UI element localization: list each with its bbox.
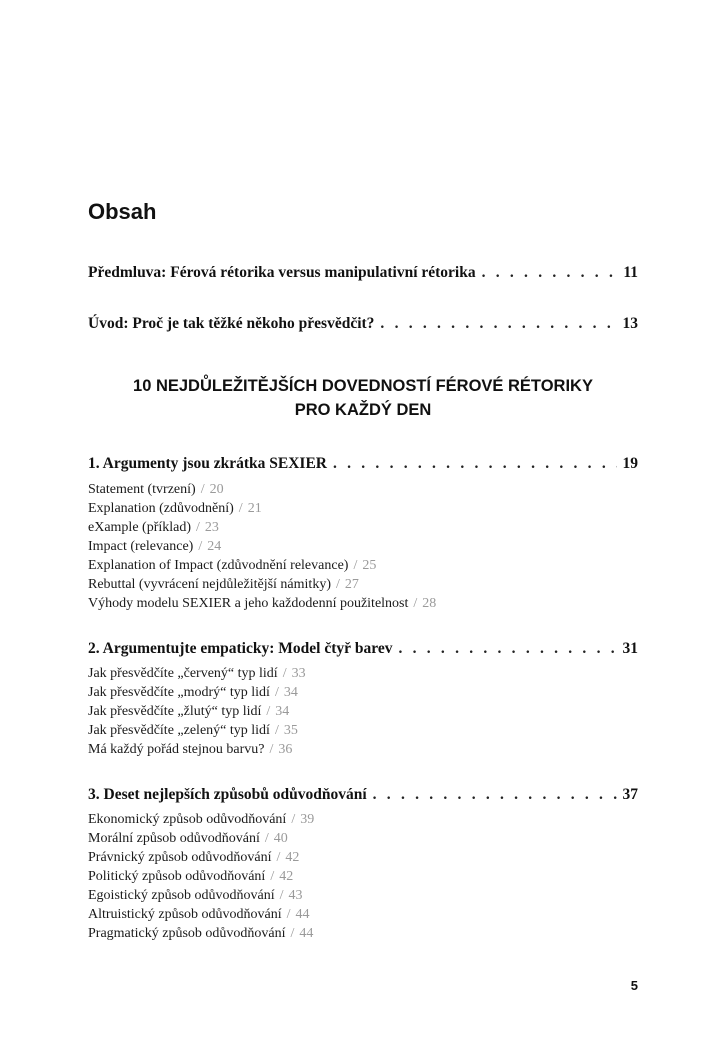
- part-heading-line: 10 NEJDŮLEŽITĚJŠÍCH DOVEDNOSTÍ FÉROVÉ RÉTORIKY: [133, 377, 593, 395]
- section-label: Explanation (zdůvodnění): [88, 501, 234, 516]
- section-item[interactable]: [88, 721, 638, 740]
- dot-leader: [333, 455, 617, 473]
- section-label: Explanation of Impact (zdůvodnění relevance): [88, 558, 349, 573]
- section-label: Jak přesvědčíte „zelený“ typ lidí: [88, 723, 270, 738]
- section-label: eXample (příklad): [88, 520, 192, 535]
- separator: /: [413, 596, 418, 611]
- separator: /: [286, 907, 291, 922]
- page-title: Obsah: [88, 198, 157, 224]
- section-label: Právnický způsob odůvodňování: [88, 850, 272, 865]
- chapter-page: 31: [622, 640, 638, 657]
- section-label: Jak přesvědčíte „červený“ typ lidí: [88, 666, 278, 681]
- section-item[interactable]: [88, 664, 638, 683]
- section-item[interactable]: [88, 499, 638, 518]
- dot-leader: [380, 315, 616, 333]
- chapter-1-sections: [88, 480, 638, 613]
- toc-chapter-2[interactable]: [88, 640, 638, 658]
- section-label: Má každý pořád stejnou barvu?: [88, 742, 265, 757]
- section-page: 42: [279, 869, 294, 884]
- separator: /: [274, 685, 279, 700]
- section-page: 21: [247, 501, 262, 516]
- toc-chapter-1[interactable]: [88, 455, 638, 473]
- chapter-label: 1. Argumenty jsou zkrátka SEXIER: [88, 455, 327, 472]
- section-label: Jak přesvědčíte „modrý“ typ lidí: [88, 685, 270, 700]
- separator: /: [198, 539, 203, 554]
- section-item[interactable]: [88, 924, 638, 943]
- separator: /: [276, 850, 281, 865]
- section-page: 40: [273, 831, 288, 846]
- separator: /: [291, 812, 296, 827]
- section-page: 23: [204, 520, 219, 535]
- separator: /: [335, 577, 340, 592]
- separator: /: [279, 888, 284, 903]
- toc-chapter-3[interactable]: [88, 786, 638, 804]
- section-label: Statement (tvrzení): [88, 482, 196, 497]
- section-page: 34: [283, 685, 298, 700]
- section-page: 33: [291, 666, 306, 681]
- section-item[interactable]: [88, 518, 638, 537]
- toc-entry-page: 13: [622, 315, 638, 332]
- chapter-2-sections: [88, 664, 638, 759]
- separator: /: [196, 520, 200, 535]
- section-item[interactable]: [88, 886, 638, 905]
- section-item[interactable]: [88, 867, 638, 886]
- chapter-label: 3. Deset nejlepších způsobů odůvodňování: [88, 786, 367, 803]
- separator: /: [274, 723, 279, 738]
- separator: /: [269, 742, 274, 757]
- dot-leader: [398, 640, 616, 658]
- separator: /: [200, 482, 205, 497]
- dot-leader: [373, 786, 617, 804]
- section-label: Egoistický způsob odůvodňování: [88, 888, 275, 903]
- section-label: Jak přesvědčíte „žlutý“ typ lidí: [88, 704, 262, 719]
- separator: /: [266, 704, 271, 719]
- section-page: 44: [299, 926, 314, 941]
- section-label: Impact (relevance): [88, 539, 194, 554]
- section-page: 43: [288, 888, 303, 903]
- section-item[interactable]: [88, 575, 638, 594]
- toc-entry-page: 11: [623, 264, 638, 281]
- separator: /: [270, 869, 275, 884]
- section-item[interactable]: [88, 810, 638, 829]
- section-label: Výhody modelu SEXIER a jeho každodenní použitelnost: [88, 596, 409, 611]
- section-item[interactable]: [88, 905, 638, 924]
- section-page: 25: [362, 558, 377, 573]
- section-item[interactable]: [88, 848, 638, 867]
- separator: /: [238, 501, 243, 516]
- section-page: 44: [295, 907, 310, 922]
- chapter-page: 19: [622, 455, 638, 472]
- section-item[interactable]: [88, 740, 638, 759]
- separator: /: [353, 558, 358, 573]
- section-label: Ekonomický způsob odůvodňování: [88, 812, 287, 827]
- section-page: 24: [207, 539, 222, 554]
- section-label: Altruistický způsob odůvodňování: [88, 907, 282, 922]
- section-label: Rebuttal (vyvrácení nejdůležitější námitky): [88, 577, 331, 592]
- section-item[interactable]: [88, 537, 638, 556]
- chapter-3-sections: [88, 810, 638, 943]
- section-label: Pragmatický způsob odůvodňování: [88, 926, 286, 941]
- section-page: 42: [285, 850, 300, 865]
- dot-leader: [482, 264, 618, 282]
- toc-entry-label: Předmluva: Férová rétorika versus manipulativní rétorika: [88, 264, 476, 281]
- page-number: 5: [630, 978, 638, 993]
- separator: /: [290, 926, 295, 941]
- section-page: 36: [278, 742, 293, 757]
- section-item[interactable]: [88, 829, 638, 848]
- section-page: 20: [209, 482, 224, 497]
- toc-entry-intro[interactable]: [88, 315, 638, 333]
- part-heading: [88, 374, 638, 422]
- section-item[interactable]: [88, 702, 638, 721]
- section-label: Politický způsob odůvodňování: [88, 869, 266, 884]
- section-page: 27: [344, 577, 359, 592]
- chapter-label: 2. Argumentujte empaticky: Model čtyř barev: [88, 640, 393, 657]
- separator: /: [282, 666, 287, 681]
- separator: /: [264, 831, 269, 846]
- section-item[interactable]: [88, 480, 638, 499]
- section-page: 39: [300, 812, 315, 827]
- section-page: 34: [275, 704, 290, 719]
- toc-entry-preface[interactable]: [88, 264, 638, 282]
- section-item[interactable]: [88, 556, 638, 575]
- section-item[interactable]: [88, 683, 638, 702]
- section-label: Morální způsob odůvodňování: [88, 831, 260, 846]
- section-page: 35: [283, 723, 298, 738]
- section-item[interactable]: [88, 594, 638, 613]
- chapter-page: 37: [622, 786, 638, 803]
- section-page: 28: [422, 596, 437, 611]
- toc-entry-label: Úvod: Proč je tak těžké někoho přesvědčit?: [88, 315, 375, 332]
- part-heading-line: PRO KAŽDÝ DEN: [294, 401, 432, 419]
